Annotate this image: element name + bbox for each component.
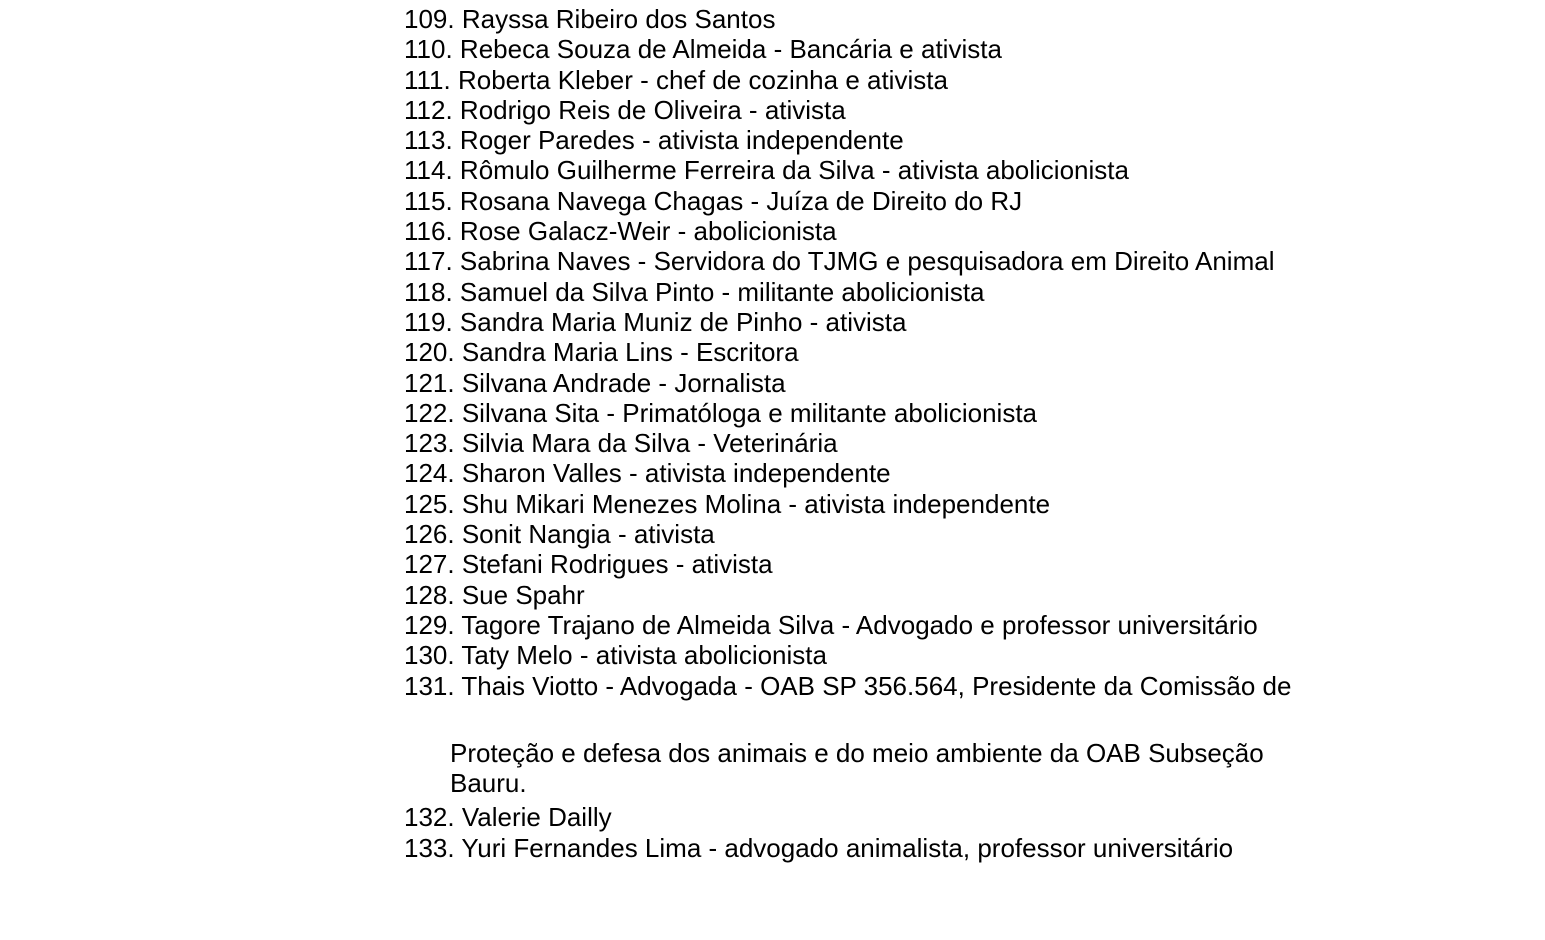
- list-item-text: Taty Melo - ativista abolicionista: [461, 640, 827, 671]
- list-item-number: 114.: [404, 155, 453, 186]
- list-item-text: Sue Spahr: [461, 579, 585, 610]
- continuation-line-2: Bauru.: [450, 768, 527, 799]
- list-item-number: 120.: [404, 337, 455, 368]
- list-item-number: 111.: [404, 64, 451, 95]
- list-item-number: 131.: [404, 670, 455, 701]
- item-131-continuation: [404, 738, 1404, 799]
- list-item: [404, 833, 1404, 863]
- list-item-number: 112.: [404, 94, 453, 125]
- list-item-number: 121.: [404, 367, 455, 398]
- list-item: [404, 34, 1404, 64]
- list-item: [404, 519, 1404, 549]
- list-item-number: 116.: [404, 216, 453, 247]
- list-item-number: 109.: [404, 4, 455, 34]
- list-item-text: Thais Viotto - Advogada - OAB SP 356.564, Presidente da Comissão de: [461, 670, 1292, 701]
- list-item-number: 130.: [404, 640, 455, 671]
- list-item-text: Rosana Navega Chagas - Juíza de Direito do RJ: [459, 185, 1023, 216]
- list-item: [404, 216, 1404, 246]
- list-item: [404, 580, 1404, 610]
- list-item-text: Sharon Valles - ativista independente: [461, 458, 891, 489]
- list-item-text: Tagore Trajano de Almeida Silva - Advogado e professor universitário: [461, 609, 1258, 640]
- list-item-text: Rebeca Souza de Almeida - Bancária e ativista: [459, 34, 1002, 65]
- list-item-number: 127.: [404, 549, 455, 580]
- list-item-number: 128.: [404, 579, 455, 610]
- list-item: [404, 65, 1404, 95]
- list-item: [404, 398, 1404, 428]
- list-item-number: 115.: [404, 185, 453, 216]
- list-item: [404, 489, 1404, 519]
- list-item: [404, 125, 1404, 155]
- list-item: [404, 246, 1404, 276]
- list-item-number: 122.: [404, 397, 455, 428]
- list-item-text: Roberta Kleber - chef de cozinha e ativista: [457, 64, 948, 95]
- list-item-number: 119.: [404, 306, 453, 337]
- list-item-text: Silvana Sita - Primatóloga e militante abolicionista: [461, 397, 1038, 428]
- list-item-text: Yuri Fernandes Lima - advogado animalista, professor universitário: [461, 832, 1234, 863]
- list-item-text: Sandra Maria Muniz de Pinho - ativista: [459, 306, 907, 337]
- continuation-line-1: Proteção e defesa dos animais e do meio ambiente da OAB Subseção: [450, 737, 1264, 768]
- list-item: [404, 640, 1404, 670]
- list-item-number: 129.: [404, 609, 455, 640]
- list-item: [404, 458, 1404, 488]
- list-item-text: Rômulo Guilherme Ferreira da Silva - ativista abolicionista: [459, 155, 1129, 186]
- list-item-text: Silvana Andrade - Jornalista: [461, 367, 786, 398]
- signatory-list: [404, 4, 1404, 863]
- list-item-text: Rodrigo Reis de Oliveira - ativista: [459, 94, 846, 125]
- list-item: [404, 549, 1404, 579]
- list-item: [404, 95, 1404, 125]
- list-item-text: Samuel da Silva Pinto - militante abolicionista: [459, 276, 985, 307]
- signatory-list-part-1: [404, 4, 1404, 701]
- list-item: [404, 337, 1404, 367]
- list-item: [404, 307, 1404, 337]
- list-item-number: 125.: [404, 488, 455, 519]
- list-item-text: Silvia Mara da Silva - Veterinária: [461, 428, 838, 459]
- list-item-number: 133.: [404, 832, 455, 863]
- list-item-number: 118.: [404, 276, 453, 307]
- list-item: [404, 186, 1404, 216]
- list-item-number: 110.: [404, 34, 453, 65]
- list-item: [404, 4, 1404, 34]
- list-item: [404, 155, 1404, 185]
- list-item: [404, 802, 1404, 832]
- list-item: [404, 671, 1404, 701]
- list-item-text: Roger Paredes - ativista independente: [459, 125, 904, 156]
- list-item: [404, 610, 1404, 640]
- list-item-number: 132.: [404, 802, 455, 833]
- list-item-text: Sandra Maria Lins - Escritora: [461, 337, 799, 368]
- list-item-text: Shu Mikari Menezes Molina - ativista independente: [461, 488, 1051, 519]
- list-item-text: Sonit Nangia - ativista: [461, 519, 715, 550]
- list-item: [404, 428, 1404, 458]
- list-item-number: 126.: [404, 519, 455, 550]
- list-item: [404, 277, 1404, 307]
- signatory-list-part-2: [404, 802, 1404, 863]
- list-item-text: Rose Galacz-Weir - abolicionista: [459, 216, 837, 247]
- list-item-number: 117.: [404, 246, 453, 277]
- list-item-number: 124.: [404, 458, 455, 489]
- list-item-text: Sabrina Naves - Servidora do TJMG e pesquisadora em Direito Animal: [459, 246, 1275, 277]
- list-item-text: Rayssa Ribeiro dos Santos: [461, 4, 776, 34]
- list-item-text: Valerie Dailly: [461, 802, 612, 833]
- list-item-text: Stefani Rodrigues - ativista: [461, 549, 773, 580]
- list-item: [404, 368, 1404, 398]
- list-item-number: 123.: [404, 428, 455, 459]
- list-item-number: 113.: [404, 125, 453, 156]
